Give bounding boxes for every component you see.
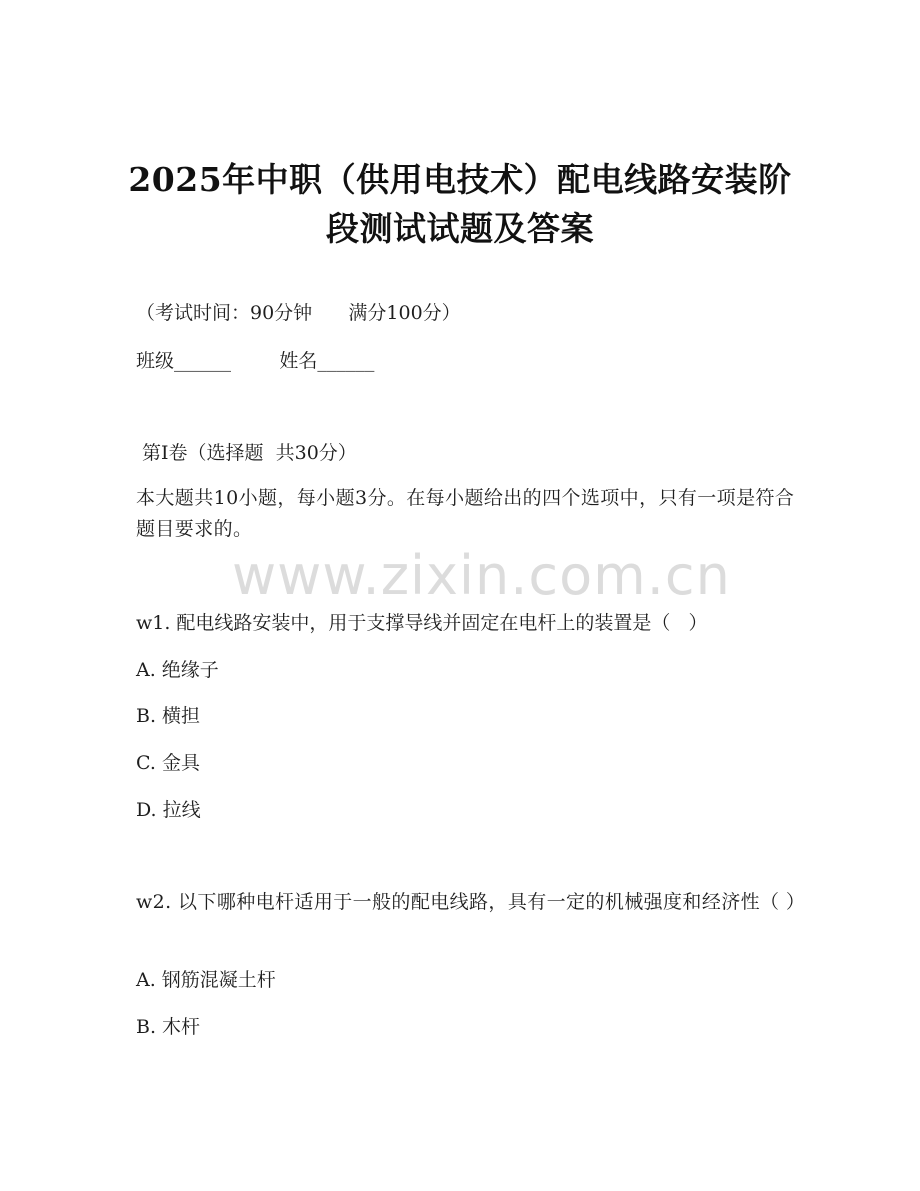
question-1-option-c: C. 金具 xyxy=(136,752,200,774)
question-2-stem: w2. 以下哪种电杆适用于一般的配电线路，具有一定的机械强度和经济性（ ） xyxy=(136,891,806,913)
section-header: 第I卷（选择题 共30分） xyxy=(136,442,357,464)
instructions: 本大题共10小题，每小题3分。在每小题给出的四个选项中，只有一项是符合题目要求的。 xyxy=(136,487,795,540)
question-1-option-b: B. 横担 xyxy=(136,705,201,727)
document-title-line-2: 段测试试题及答案 xyxy=(326,209,594,248)
question-2-option-b: B. 木杆 xyxy=(136,1016,201,1038)
question-1-option-a: A. 绝缘子 xyxy=(136,659,219,681)
question-1-stem: w1. 配电线路安装中，用于支撑导线并固定在电杆上的装置是（ ） xyxy=(136,612,708,634)
exam-info: （考试时间：90分钟 满分100分） xyxy=(136,302,461,324)
question-2-option-a: A. 钢筋混凝土杆 xyxy=(136,969,276,991)
student-fields: 班级______ 姓名______ xyxy=(136,350,375,372)
document-title-line-1: 2025年中职（供用电技术）配电线路安装阶 xyxy=(128,160,792,199)
watermark: www.zixin.com.cn xyxy=(232,544,731,607)
question-1-option-d: D. 拉线 xyxy=(136,799,201,821)
